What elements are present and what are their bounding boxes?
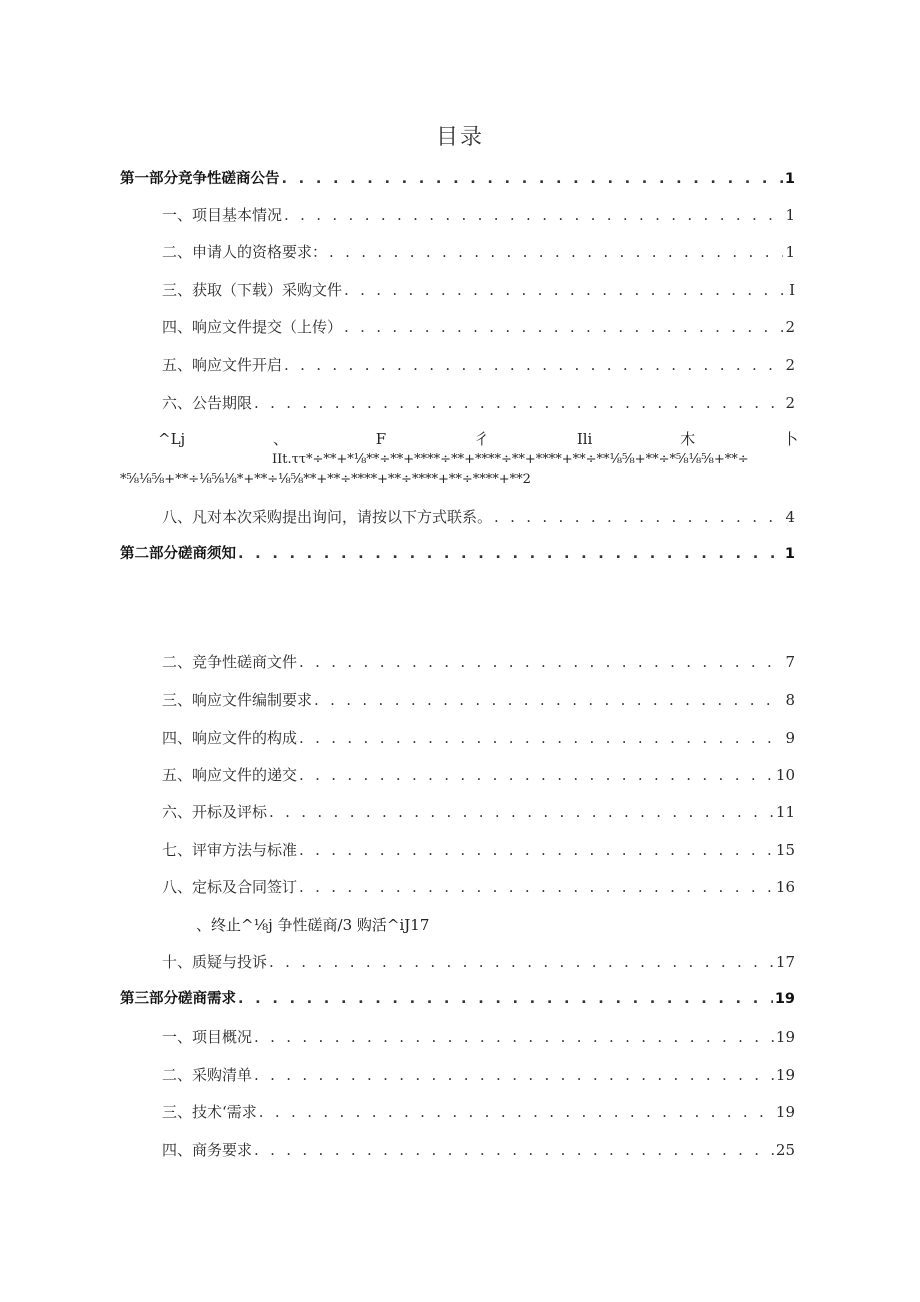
toc-entry[interactable] — [162, 651, 795, 673]
toc-entry[interactable] — [162, 951, 795, 973]
toc-entry-label: 五、响应文件开启 — [162, 356, 283, 374]
toc-entry-label: 六、公告期限 — [162, 394, 253, 412]
toc-entry[interactable] — [162, 279, 795, 301]
toc-page-number: 1 — [784, 546, 795, 562]
toc-page-number: 8 — [785, 691, 795, 709]
toc-page-number: 19 — [775, 1066, 795, 1084]
toc-entry-label: 三、响应文件编制要求 — [162, 691, 313, 709]
garbled-toc-entry-tokens — [158, 428, 798, 450]
toc-page-number: 4 — [785, 508, 795, 526]
toc-dot-leader — [284, 354, 783, 376]
toc-entry[interactable] — [162, 204, 795, 226]
toc-entry-label: 八、凡对本次采购提出询问，请按以下方式联系。 — [162, 508, 493, 526]
toc-entry-label: 四、商务要求 — [162, 1141, 253, 1159]
toc-entry-label: 一、项目基本情况 — [162, 206, 283, 224]
toc-page-number: 16 — [775, 878, 795, 896]
toc-page-number: 19 — [774, 991, 795, 1007]
toc-dot-leader — [344, 316, 783, 338]
toc-entry-label: 三、获取（下载）采购文件 — [162, 281, 343, 299]
toc-page-number: 25 — [775, 1141, 795, 1159]
toc-entry-label: 五、响应文件的递交 — [162, 766, 298, 784]
garbled-token: F — [375, 430, 387, 448]
toc-page-number: 10 — [775, 766, 795, 784]
garbled-toc-entry-line2: IIt.ττ*÷**+*⅛**÷**+****÷**+****÷**+****+**÷**⅛⅝+**÷*⅝⅛⅝+**÷ — [272, 452, 749, 467]
toc-part-entry[interactable] — [120, 543, 795, 565]
toc-entry[interactable] — [162, 876, 795, 898]
toc-entry[interactable] — [162, 392, 795, 414]
toc-entry-label: 十、质疑与投诉 — [162, 953, 268, 971]
toc-entry-label: 四、响应文件提交（上传） — [162, 318, 343, 336]
toc-entry[interactable] — [162, 764, 795, 786]
toc-entry[interactable] — [162, 354, 795, 376]
toc-entry-label: 一、项目概况 — [162, 1028, 253, 1046]
garbled-token: 木 — [680, 430, 696, 448]
toc-entry-label: 二、采购清单 — [162, 1066, 253, 1084]
toc-dot-leader — [494, 506, 783, 528]
toc-page-number: 1 — [784, 171, 795, 187]
toc-entry-label: 八、定标及合同签订 — [162, 878, 298, 896]
toc-dot-leader — [254, 1139, 774, 1161]
toc-entry[interactable] — [162, 506, 795, 528]
toc-entry[interactable] — [162, 241, 795, 263]
toc-dot-leader — [254, 1064, 774, 1086]
toc-page-number: 1 — [785, 206, 795, 224]
toc-entry-label: 三、技术‘需求 — [162, 1103, 257, 1121]
toc-page-number: 7 — [785, 653, 795, 671]
toc-entry[interactable] — [162, 727, 795, 749]
toc-page-number: 11 — [775, 803, 795, 821]
toc-dot-leader — [254, 392, 783, 414]
toc-entry[interactable] — [162, 316, 795, 338]
toc-dot-leader — [299, 651, 783, 673]
toc-page-number: 19 — [775, 1103, 795, 1121]
toc-entry-label: 二、竞争性磋商文件 — [162, 653, 298, 671]
toc-page-number: 15 — [775, 841, 795, 859]
toc-entry-label: 第一部分竞争性磋商公告 — [120, 171, 280, 187]
toc-dot-leader — [238, 543, 783, 565]
toc-part-entry[interactable] — [120, 988, 795, 1010]
toc-entry-termination: 、终止^⅛j 争性磋商/3 购活^iJ17 — [196, 916, 430, 934]
garbled-token: ^Lj — [158, 430, 186, 448]
toc-part-entry[interactable] — [120, 168, 795, 190]
toc-entry-label: 四、响应文件的构成 — [162, 729, 298, 747]
toc-entry[interactable] — [162, 1101, 795, 1123]
toc-dot-leader — [314, 689, 783, 711]
toc-entry[interactable] — [162, 801, 795, 823]
toc-dot-leader — [299, 764, 774, 786]
toc-entry[interactable] — [162, 1064, 795, 1086]
toc-dot-leader — [284, 204, 783, 226]
page-title: 目录 — [435, 125, 484, 150]
toc-dot-leader — [282, 168, 783, 190]
toc-page-number: 1 — [785, 243, 795, 261]
toc-dot-leader — [269, 951, 774, 973]
toc-page-number: 17 — [775, 953, 795, 971]
toc-dot-leader — [238, 988, 773, 1010]
toc-page-number: 2 — [785, 318, 795, 336]
toc-entry-label: 二、申请人的资格要求： — [162, 243, 328, 261]
garbled-token: 彳 — [474, 430, 490, 448]
toc-entry[interactable] — [162, 1139, 795, 1161]
toc-dot-leader — [299, 839, 774, 861]
toc-page-number: 9 — [785, 729, 795, 747]
toc-entry[interactable] — [162, 689, 795, 711]
toc-dot-leader — [299, 876, 774, 898]
toc-entry-label: 第二部分磋商须知 — [120, 546, 236, 562]
toc-page-number: 19 — [775, 1028, 795, 1046]
toc-dot-leader — [254, 1026, 774, 1048]
toc-entry-label: 七、评审方法与标准 — [162, 841, 298, 859]
garbled-token: Ili — [576, 430, 593, 448]
toc-dot-leader — [344, 279, 787, 301]
toc-entry-label: 第三部分磋商需求 — [120, 991, 236, 1007]
toc-entry-label: 六、开标及评标 — [162, 803, 268, 821]
toc-dot-leader — [269, 801, 774, 823]
toc-dot-leader — [329, 241, 783, 263]
toc-entry[interactable] — [162, 1026, 795, 1048]
toc-dot-leader — [299, 727, 783, 749]
toc-page-number: 2 — [785, 394, 795, 412]
garbled-token: 、 — [272, 430, 288, 448]
garbled-token: 卜 — [782, 430, 798, 448]
toc-page-number: I — [789, 281, 795, 299]
toc-entry[interactable] — [162, 839, 795, 861]
garbled-toc-entry-line3: *⅝⅛⅝+**÷⅛⅝⅛*+**÷⅛⅝**+**÷****+**÷****+**÷****+**2 — [120, 472, 531, 487]
toc-dot-leader — [259, 1101, 774, 1123]
toc-page-number: 2 — [785, 356, 795, 374]
